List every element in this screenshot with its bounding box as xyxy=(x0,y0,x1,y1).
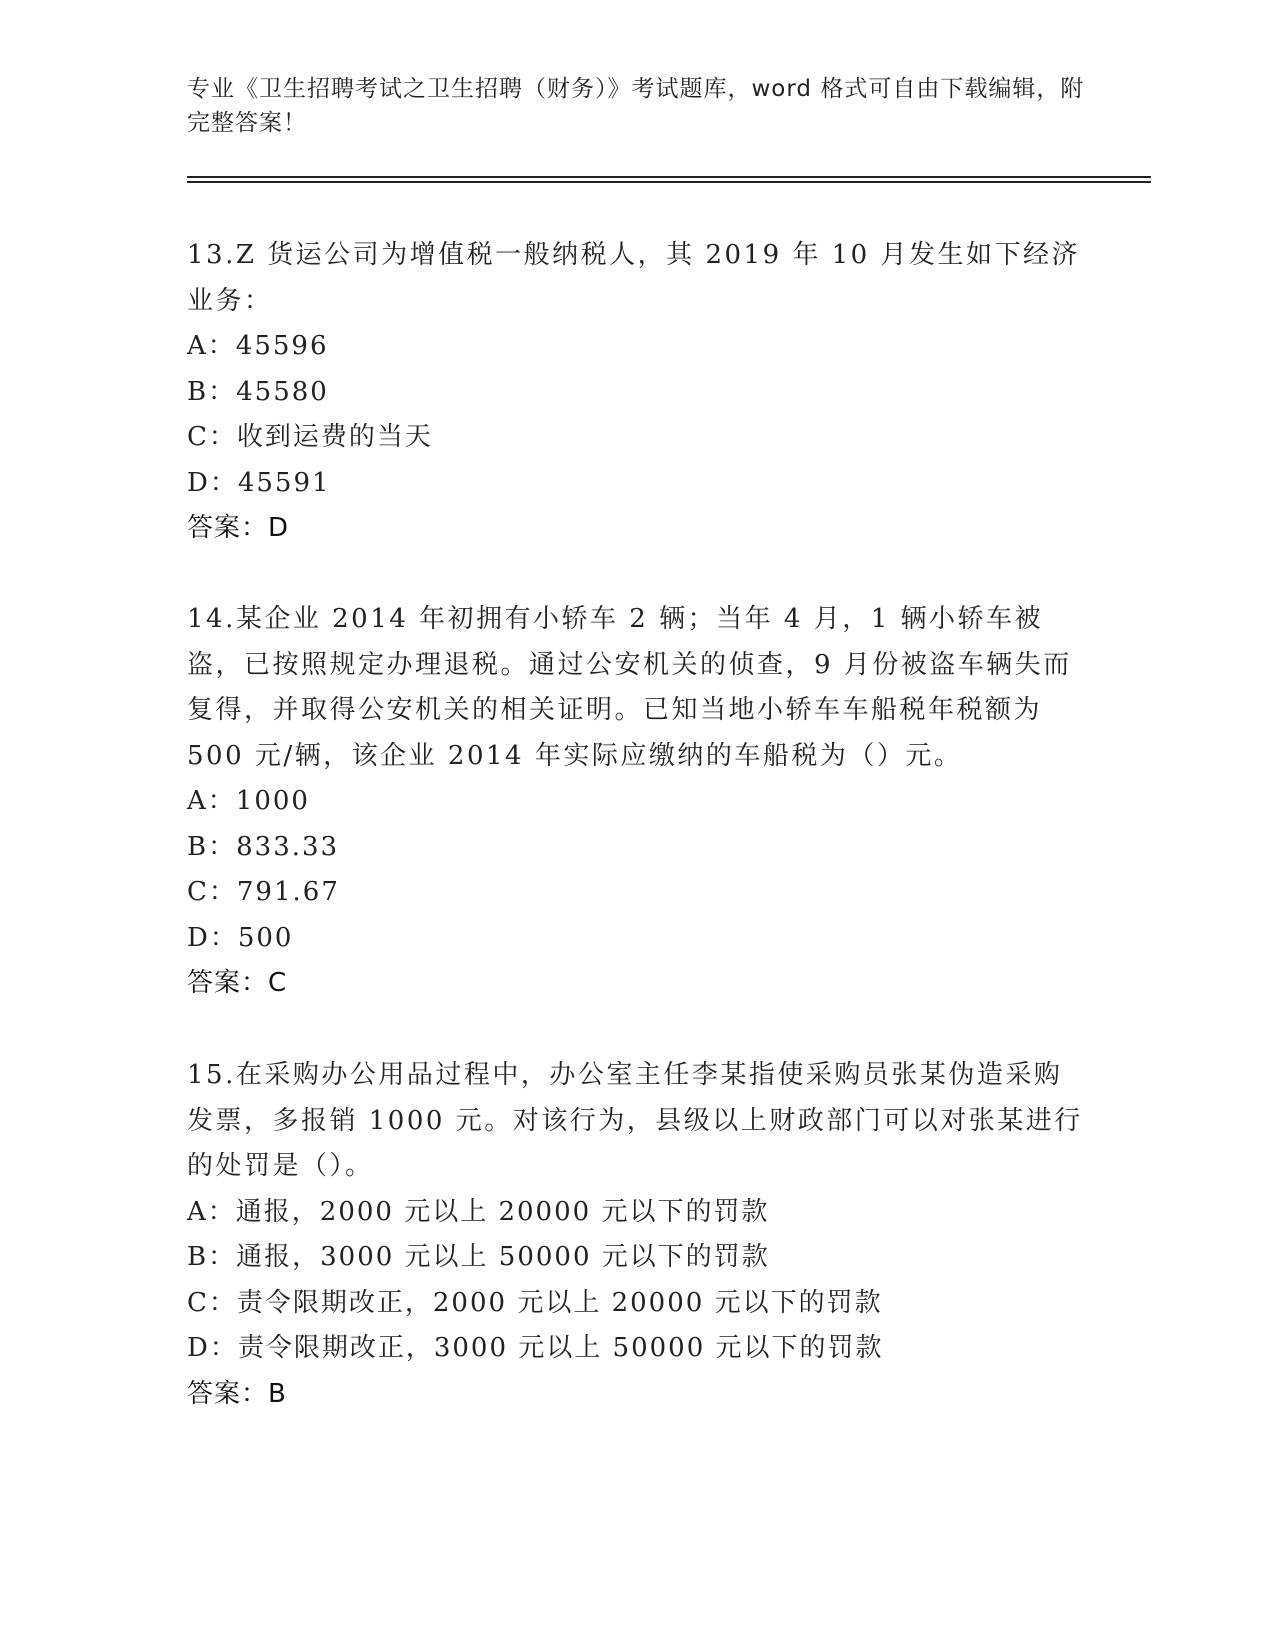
question-13 xyxy=(187,233,1087,552)
question-14 xyxy=(187,597,1087,1007)
option-d: D：45591 xyxy=(187,467,331,498)
option-d: D：责令限期改正，3000 元以上 50000 元以下的罚款 xyxy=(187,1333,884,1363)
option-b: B：通报，3000 元以上 50000 元以下的罚款 xyxy=(187,1242,770,1272)
header-divider-top xyxy=(187,176,1151,178)
answer-line: 答案：C xyxy=(187,968,288,998)
option-a: A：45596 xyxy=(187,331,329,361)
answer-line: 答案：D xyxy=(187,513,290,543)
option-d: D：500 xyxy=(187,922,294,953)
option-a: A：通报，2000 元以上 20000 元以下的罚款 xyxy=(187,1196,770,1227)
question-stem: 14.某企业 2014 年初拥有小轿车 2 辆；当年 4 月，1 辆小轿车被盗，已按照规定办理退税。通过公安机关的侦查，9 月份被盗车辆失而复得，并取得公安机关的相关证明。已知当地小轿车车船税年税额为 500 元/辆，该企业 2014 年实际应缴纳的车船税为（）元。 xyxy=(187,604,1072,771)
option-b: B：833.33 xyxy=(187,831,340,862)
option-c: C：收到运费的当天 xyxy=(187,422,433,452)
answer-line: 答案：B xyxy=(187,1378,287,1409)
option-a: A：1000 xyxy=(187,786,310,816)
question-15 xyxy=(187,1053,1087,1417)
document-header: 专业《卫生招聘考试之卫生招聘（财务）》考试题库，word 格式可自由下载编辑，附完整答案！ xyxy=(187,76,1085,136)
question-stem: 13.Z 货运公司为增值税一般纳税人，其 2019 年 10 月发生如下经济业务： xyxy=(187,240,1080,316)
option-c: C：791.67 xyxy=(187,877,340,907)
option-c: C：责令限期改正，2000 元以上 20000 元以下的罚款 xyxy=(187,1287,883,1318)
option-b: B：45580 xyxy=(187,376,329,407)
question-stem: 15.在采购办公用品过程中，办公室主任李某指使采购员张某伪造采购发票，多报销 1000 元。对该行为，县级以上财政部门可以对张某进行的处罚是（）。 xyxy=(187,1060,1083,1181)
header-divider-bottom xyxy=(187,181,1151,183)
